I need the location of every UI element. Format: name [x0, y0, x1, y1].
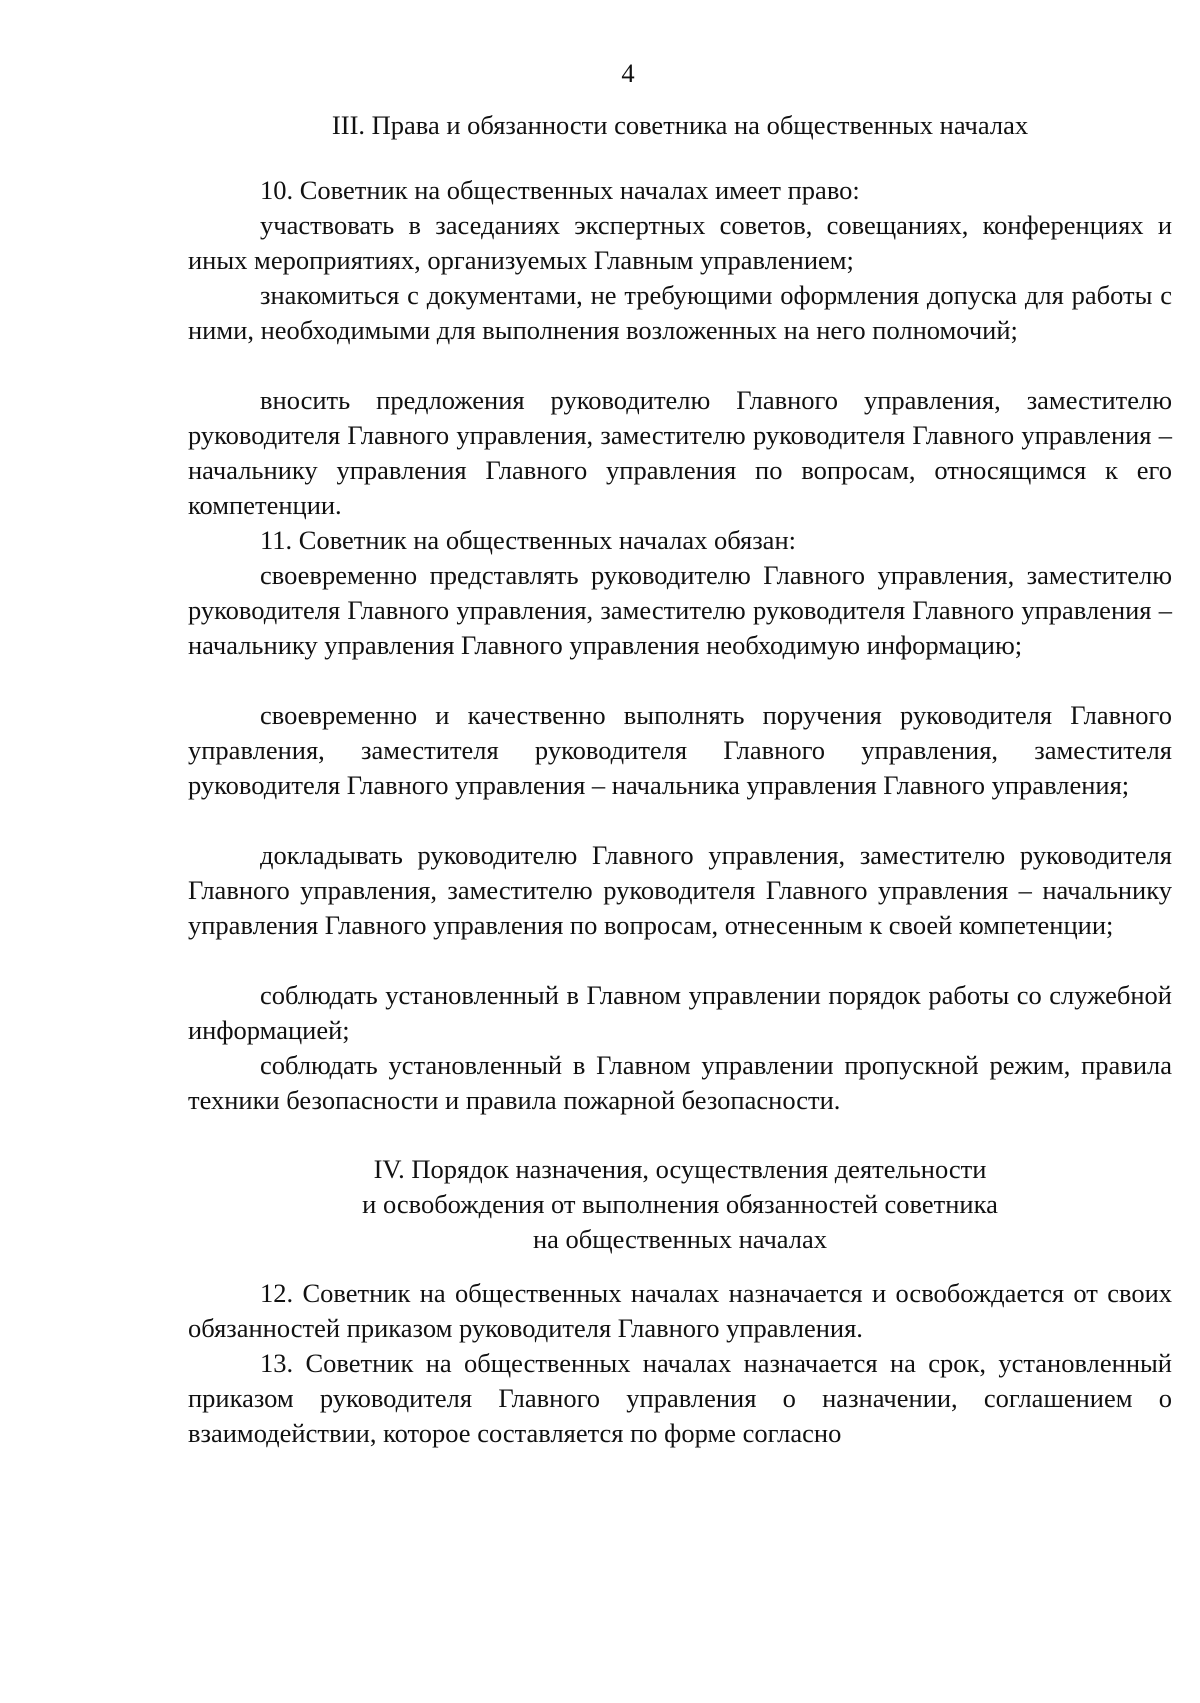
section-4-title-line-1: IV. Порядок назначения, осуществления деятельности	[373, 1154, 987, 1184]
paragraph-12: 12. Советник на общественных началах назначается и освобождается от своих обязанностей приказом руководителя Главного управления.	[188, 1278, 1172, 1344]
section-3-title: III. Права и обязанности советника на общественных началах	[331, 110, 1029, 140]
section-4-title-line-2: и освобождения от выполнения обязанностей советника	[362, 1189, 998, 1220]
paragraph-11-item-1: своевременно представлять руководителю Главного управления, заместителю руководителя Главного управления, заместителю руководителя Главного управления – начальнику управления Главного управления необходимую информацию;	[188, 560, 1172, 661]
paragraph-13: 13. Советник на общественных началах назначается на срок, установленный приказом руководителя Главного управления о назначении, соглашением о взаимодействии, которое составляется по форме согласно	[188, 1348, 1172, 1449]
section-4-title-line-3: на общественных началах	[532, 1224, 828, 1255]
paragraph-10-item-1: участвовать в заседаниях экспертных советов, совещаниях, конференциях и иных мероприятиях, организуемых Главным управлением;	[188, 210, 1172, 276]
paragraph-11-item-4: соблюдать установленный в Главном управлении порядок работы со служебной информацией;	[188, 980, 1172, 1046]
paragraph-10-item-2: знакомиться с документами, не требующими оформления допуска для работы с ними, необходимыми для выполнения возложенных на него полномочий;	[188, 280, 1172, 346]
paragraph-11-item-5: соблюдать установленный в Главном управлении пропускной режим, правила техники безопасности и правила пожарной безопасности.	[188, 1050, 1172, 1116]
paragraph-10-intro: 10. Советник на общественных началах имеет право:	[260, 175, 860, 205]
paragraph-10-item-3: вносить предложения руководителю Главного управления, заместителю руководителя Главного управления, заместителю руководителя Главного управления – начальнику управления Главного управления по вопросам, относящимся к его компетенции.	[188, 385, 1172, 521]
paragraph-11-intro: 11. Советник на общественных началах обязан:	[260, 525, 796, 555]
page-number: 4	[621, 58, 635, 88]
section-4-title	[180, 1152, 1180, 1257]
paragraph-11-item-2: своевременно и качественно выполнять поручения руководителя Главного управления, заместителя руководителя Главного управления, заместителя руководителя Главного управления – начальника управления Главного управления;	[188, 700, 1172, 801]
paragraph-11-item-3: докладывать руководителю Главного управления, заместителю руководителя Главного управления, заместителю руководителя Главного управления – начальнику управления Главного управления по вопросам, отнесенным к своей компетенции;	[188, 840, 1172, 941]
